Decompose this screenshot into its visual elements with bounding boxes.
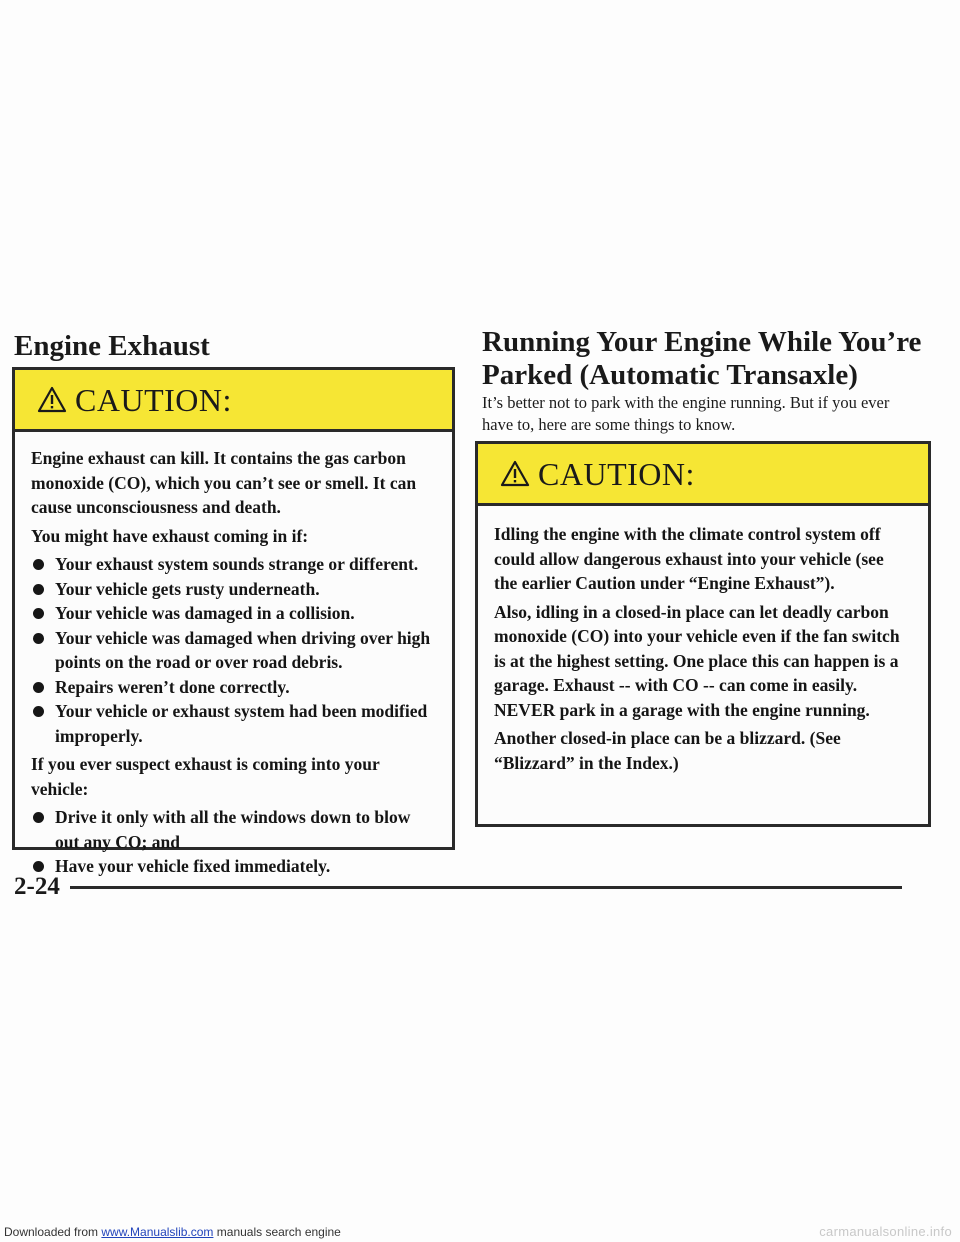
list-item: Repairs weren’t done correctly. [31,675,434,700]
list-item: Your vehicle or exhaust system had been modified improperly. [31,699,434,748]
list-item: Your vehicle was damaged when driving over high points on the road or over road debris. [31,626,434,675]
bullet-icon [33,584,44,595]
list-item: Drive it only with all the windows down to blow out any CO; and [31,805,434,854]
bullet-icon [33,861,44,872]
caution-suspect-intro: If you ever suspect exhaust is coming into your vehicle: [31,754,380,799]
caution-intro: Engine exhaust can kill. It contains the gas carbon monoxide (CO), which you can’t see or smell. It can cause unconsciousness and death. [31,448,417,517]
list-item: Your vehicle gets rusty underneath. [31,577,434,602]
caution-label: CAUTION: [538,455,695,492]
warning-triangle-icon [37,386,67,413]
exhaust-symptom-list [31,552,434,748]
section-intro: It’s better not to park with the engine running. But if you ever have to, here are some things to know. [482,393,890,434]
bullet-icon [33,559,44,570]
section-heading-running-engine-parked: Running Your Engine While You’re Parked (Automatic Transaxle) [482,326,922,391]
bullet-icon [33,633,44,644]
site-watermark: carmanualsonline.info [819,1224,952,1239]
warning-triangle-icon [500,460,530,487]
caution-header [15,370,452,432]
caution-paragraph: Another closed-in place can be a blizzard. (See “Blizzard” in the Index.) [494,728,841,773]
caution-box-engine-exhaust [12,367,455,876]
bullet-icon [33,706,44,717]
caution-header [478,444,928,506]
page-number: 2-24 [14,873,60,900]
list-item: Have your vehicle fixed immediately. [31,854,434,879]
caution-body [478,506,928,775]
footer-rule [70,886,902,889]
manualslib-link[interactable]: www.Manualslib.com [101,1225,214,1239]
bullet-icon [33,812,44,823]
caution-paragraph: Also, idling in a closed-in place can let deadly carbon monoxide (CO) into your vehicle even if the fan switch is at the highest setting. One place this can happen is a garage. Exhaust -- with CO -- can come in easily. NEVER park in a garage with the engine running. [494,601,900,720]
section-heading-engine-exhaust: Engine Exhaust [14,330,210,362]
bullet-icon [33,608,44,619]
caution-paragraph: Idling the engine with the climate control system off could allow dangerous exhaust into your vehicle (see the earlier Caution under “Engine Exhaust”). [494,524,884,593]
caution-body [15,432,452,879]
list-item: Your vehicle was damaged in a collision. [31,601,434,626]
exhaust-action-list [31,805,434,879]
bullet-icon [33,682,44,693]
caution-list-intro: You might have exhaust coming in if: [31,525,309,546]
caution-box-idling [475,441,931,827]
caution-label: CAUTION: [75,381,232,418]
list-item: Your exhaust system sounds strange or different. [31,552,434,577]
download-watermark: Downloaded from www.Manualslib.com manuals search engine [4,1225,341,1239]
